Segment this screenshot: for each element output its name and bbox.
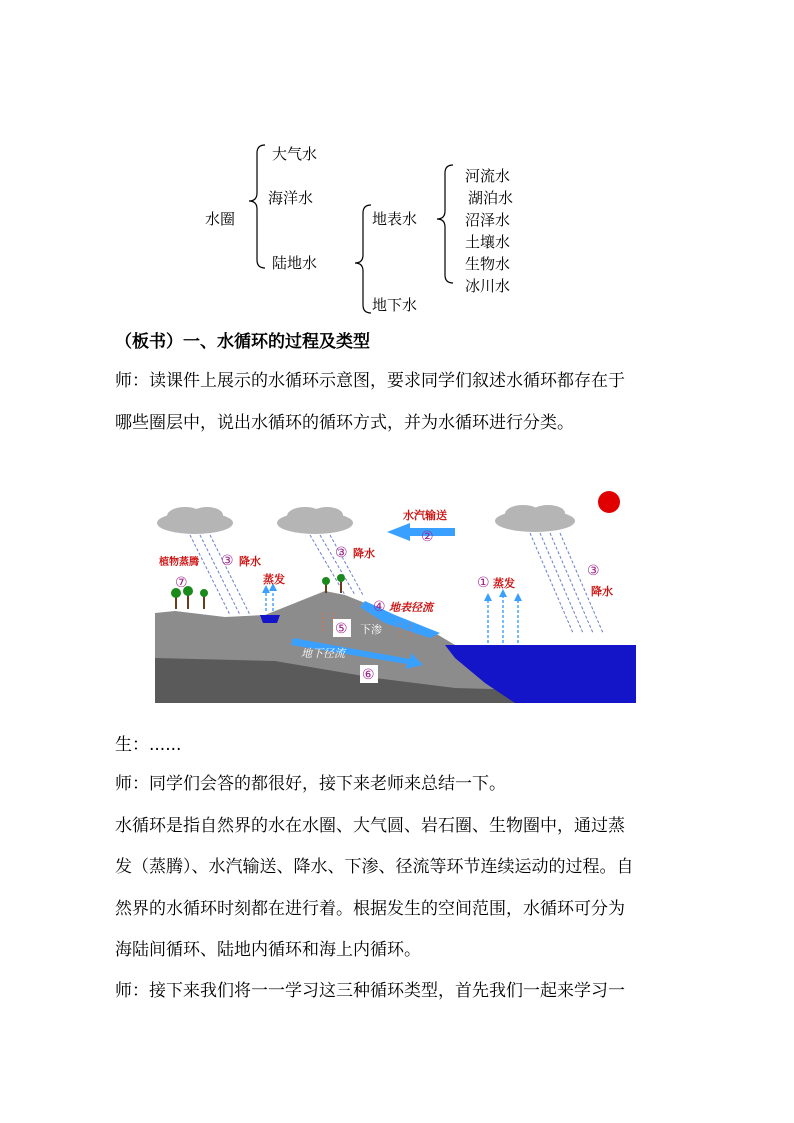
number-label: ③ xyxy=(587,563,600,579)
paragraph-line: 哪些圈层中，说出水循环的循环方式，并为水循环进行分类。 xyxy=(115,413,574,433)
paragraph-line: 师：同学们会答的都很好，接下来老师来总结一下。 xyxy=(115,774,506,794)
tree-root: 水圈 xyxy=(205,210,236,228)
number-label: ④ xyxy=(373,599,386,615)
tree-level2-item: 地表水 xyxy=(372,210,418,228)
ground-runoff-label: 地下径流 xyxy=(301,647,345,660)
tree-level3-item: 冰川水 xyxy=(465,277,511,295)
paragraph-line: 师：读课件上展示的水循环示意图，要求同学们叙述水循环都存在于 xyxy=(115,371,625,391)
sun-icon xyxy=(598,491,620,513)
paragraph-line: 师：接下来我们将一一学习这三种循环类型，首先我们一起来学习一 xyxy=(115,981,625,1001)
tree-level1-item: 陆地水 xyxy=(272,254,318,272)
number-label: ⑦ xyxy=(175,575,188,591)
precip-label: 降水 xyxy=(353,547,375,560)
tree-level3-item: 沼泽水 xyxy=(465,211,511,229)
number-label: ⑤ xyxy=(335,621,348,637)
tree-level3-item: 湖泊水 xyxy=(468,189,514,207)
tree-level1-item: 海洋水 xyxy=(268,189,314,207)
transpiration-label: 植物蒸腾 xyxy=(159,557,199,568)
tree-level1-item: 大气水 xyxy=(272,145,318,163)
water-cycle-diagram xyxy=(155,483,636,703)
section-heading: （板书）一、水循环的过程及类型 xyxy=(115,332,370,352)
paragraph-line: 水循环是指自然界的水在水圈、大气圆、岩石圈、生物圈中，通过蒸 xyxy=(115,816,625,836)
precip-label: 降水 xyxy=(239,555,261,568)
tree-level3-item: 土壤水 xyxy=(465,233,511,251)
number-label: ⑥ xyxy=(362,667,375,683)
number-label: ③ xyxy=(221,553,234,569)
tree-level2-item: 地下水 xyxy=(372,296,418,314)
evap-label: 蒸发 xyxy=(263,573,285,586)
precip-label: 降水 xyxy=(591,585,613,598)
number-label: ③ xyxy=(335,545,348,561)
paragraph-line: 发（蒸腾）、水汽输送、降水、下渗、径流等环节连续运动的过程。自 xyxy=(115,857,634,877)
surface-runoff-label: 地表径流 xyxy=(389,601,433,614)
number-label: ① xyxy=(477,575,490,591)
vapor-transport-label: 水汽输送 xyxy=(403,509,447,522)
lake xyxy=(260,615,280,623)
tree-level3-item: 生物水 xyxy=(465,255,511,273)
tree-level3-item: 河流水 xyxy=(465,167,511,185)
infiltration-label: 下渗 xyxy=(360,623,382,636)
number-label: ② xyxy=(421,529,434,545)
paragraph-line: 海陆间循环、陆地内循环和海上内循环。 xyxy=(115,940,421,960)
paragraph-line: 生：...... xyxy=(115,735,182,755)
evap-label: 蒸发 xyxy=(493,577,515,590)
paragraph-line: 然界的水循环时刻都在进行着。根据发生的空间范围，水循环可分为 xyxy=(115,899,625,919)
